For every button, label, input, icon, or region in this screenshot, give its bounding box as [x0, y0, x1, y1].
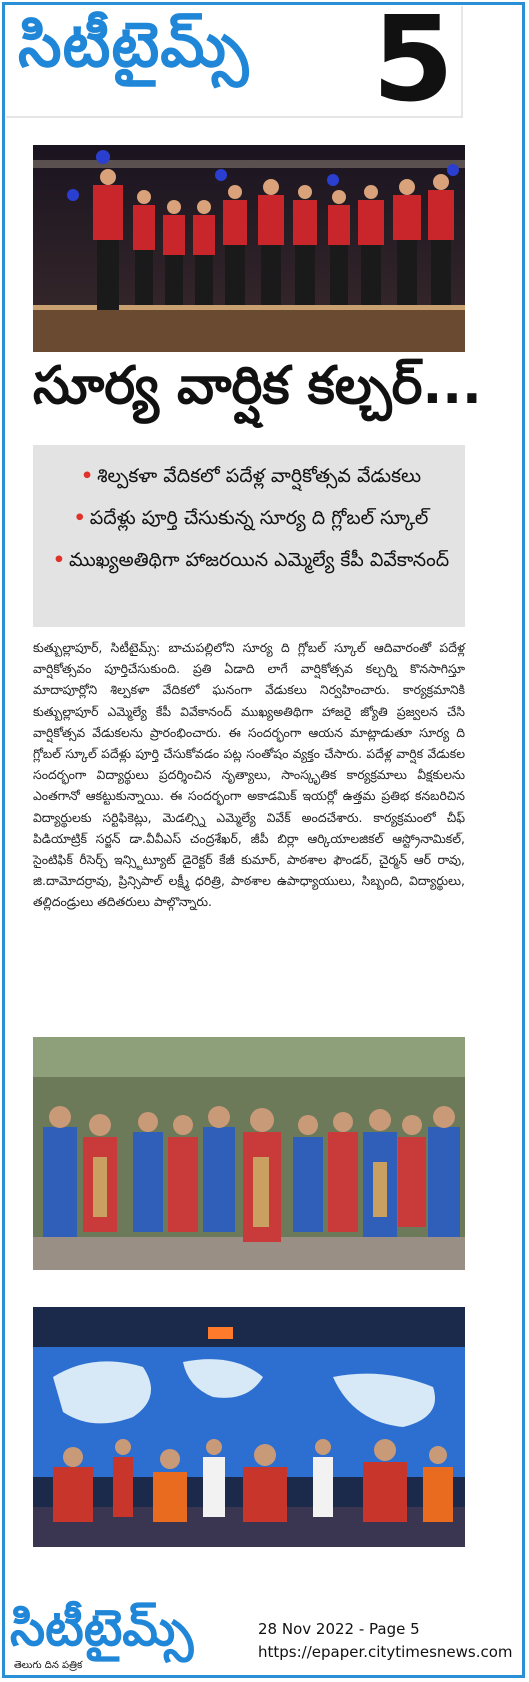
bullet-icon: •	[80, 465, 94, 487]
highlight-item: పదేళ్లు పూర్తి చేసుకున్న సూర్య ది గ్లోబల్ స్కూల్	[89, 507, 429, 529]
masthead	[6, 0, 463, 128]
headline: సూర్య వార్షిక కల్చర్...	[33, 356, 482, 416]
highlight-item: ముఖ్యఅతిథిగా హాజరయిన ఎమ్మెల్యే కేపీ వివేకానంద్	[68, 549, 450, 571]
masthead-title: సిటీటైమ్స్	[18, 8, 250, 81]
photo-classical-dancers	[33, 1037, 465, 1270]
article-body: కుత్బుల్లాపూర్, సిటీటైమ్స్: బాచుపల్లిలోని సూర్య ది గ్లోబల్ స్కూల్ ఆదివారంతో పదేళ్ల వార్షికోత్సవం పూర్తిచేసుకుంది. ప్రతి ఏడాది లాగే వార్షికోత్సవ కల్చర్ని కొనసాగిస్తూ మాదాపూర్లోని శిల్పకళా వేదికలో ఘనంగా వేడుకలు నిర్వహించారు. కార్యక్రమానికి కుత్బుల్లాపూర్ ఎమ్మెల్యే కేపీ వివేకానంద్ ముఖ్యఅతిథిగా హాజరై జ్యోతి ప్రజ్వలన చేసి వార్షికోత్సవ వేడుకలను ప్రారంభించారు. ఈ సందర్భంగా ఆయన మాట్లాడుతూ సూర్య ది గ్లోబల్ స్కూల్ పదేళ్లు పూర్తి చేసుకోవడం పట్ల సంతోషం వ్యక్తం చేసారు. పదేళ్ల వార్షిక వేడుకల సందర్భంగా విద్యార్థులు ప్రదర్శించిన నృత్యాలు, సాంస్కృతిక కార్యక్రమాలు వీక్షకులను ఎంతగానో ఆకట్టుకున్నాయి. ఈ సందర్భంగా అకాడమిక్ ఇయర్లో ఉత్తమ ప్రతిభ కనబరిచిన విద్యార్థులకు సర్టిఫికెట్లు, మెడల్స్ని ఎమ్మెల్యే వివేక్ అందచేశారు. కార్యక్రమంలో చీఫ్ పిడియాట్రిక్ సర్జన్ డా.వీవీఎస్ చంద్రశేఖర్, జీపీ బిర్లా ఆర్కియాలజికల్ ఆస్ట్రోనామికల్, సైంటిఫిక్ రీసెర్చ్ ఇన్స్టిట్యూట్ డైరెక్టర్ కేజీ కుమార్, పాఠశాల ఫౌండర్, చైర్మన్ ఆర్ రావు, జి.దామోదర్రావు, ప్రిన్సిపాల్ లక్ష్మీ ధరిత్రి, పాఠశాల ఉపాధ్యాయులు, సిబ్బంది, విద్యార్థులు, తల్లిదండ్రులు తదితరులు పాల్గొన్నారు.	[33, 640, 465, 910]
photo-stage-world-map	[33, 1307, 465, 1547]
footer-tagline: తెలుగు దిన పత్రిక	[14, 1660, 83, 1671]
highlight-item: శిల్పకళా వేదికలో పదేళ్ల వార్షికోత్సవ వేడుకలు	[97, 465, 422, 487]
photo-stage-dance	[33, 145, 465, 352]
bullet-icon: •	[73, 507, 86, 529]
footer-logo	[8, 1599, 238, 1675]
highlights-box	[33, 445, 465, 627]
footer-date-page: 28 Nov 2022 - Page 5	[258, 1620, 420, 1638]
page-number: 5	[372, 0, 455, 128]
footer-logo-text: సిటీటైమ్స్	[10, 1599, 194, 1657]
bullet-icon: •	[52, 549, 65, 571]
footer-url[interactable]: https://epaper.citytimesnews.com	[258, 1643, 513, 1661]
